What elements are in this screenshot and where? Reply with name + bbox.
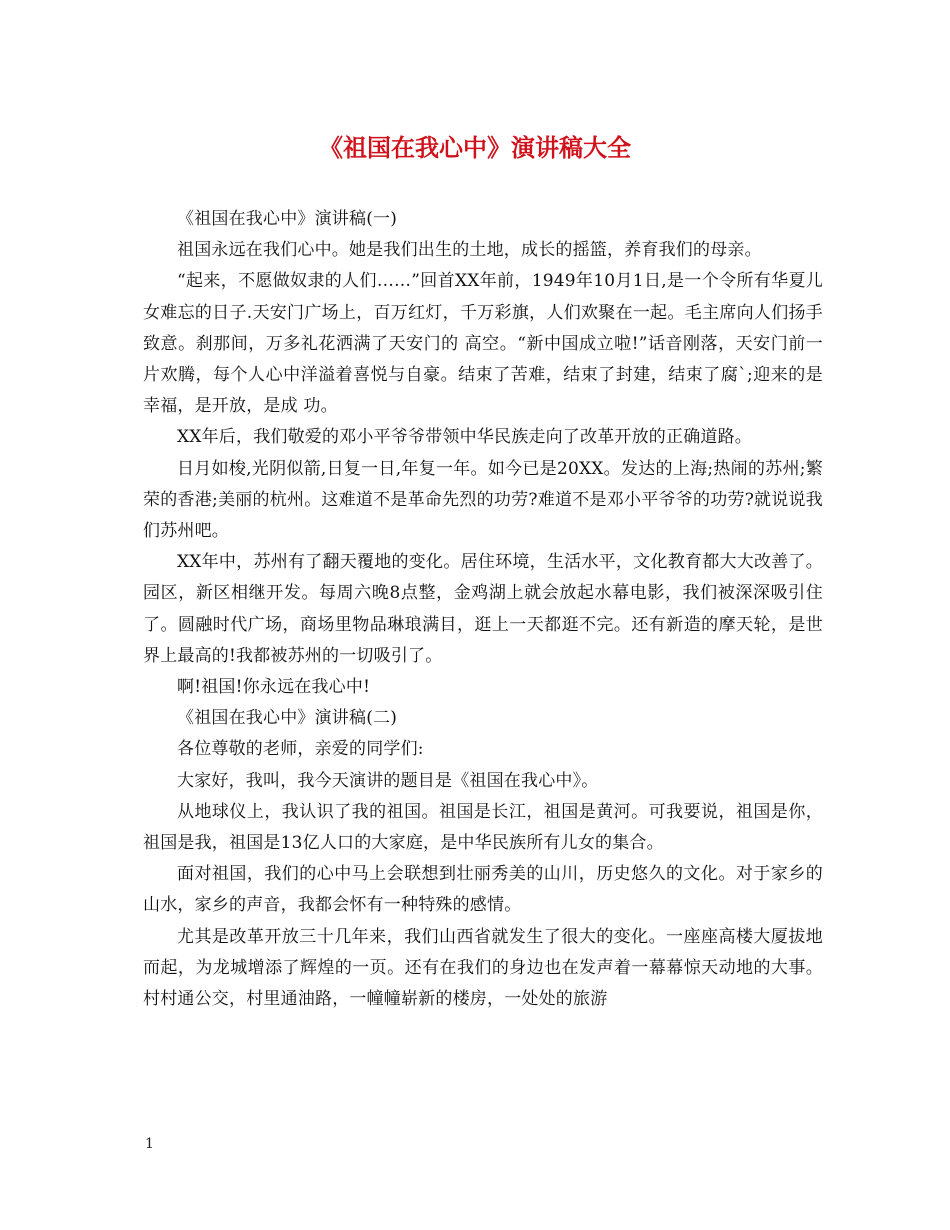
paragraph: 大家好，我叫，我今天演讲的题目是《祖国在我心中》。 — [177, 770, 599, 791]
paragraph: 尤其是改革开放三十几年来，我们山西省就发生了很大的变化。一座座高楼大厦拔地而起，为龙城增添了辉煌的一页。还有在我们的身边也在发声着一幕幕惊天动地的大事。村村通公交，村里通油路，一幢幢崭新的楼房，一处处的旅游 — [143, 926, 823, 1010]
paragraph: 祖国永远在我们心中。她是我们出生的土地，成长的摇篮，养育我们的母亲。 — [177, 240, 762, 261]
document-body — [143, 204, 823, 1015]
page-number: 1 — [145, 1136, 154, 1152]
paragraph: 《祖国在我心中》演讲稿(二) — [177, 708, 398, 729]
paragraph: 日月如梭,光阴似箭,日复一日,年复一年。如今已是20XX。发达的上海;热闹的苏州;繁荣的香港;美丽的杭州。这难道不是革命先烈的功劳?难道不是邓小平爷爷的功劳?就说说我们苏州吧。 — [143, 458, 823, 542]
paragraph: 从地球仪上，我认识了我的祖国。祖国是长江，祖国是黄河。可我要说，祖国是你，祖国是我，祖国是13亿人口的大家庭，是中华民族所有儿女的集合。 — [143, 801, 823, 854]
paragraph: 啊!祖国!你永远在我心中! — [177, 677, 371, 698]
paragraph: XX年后，我们敬爱的邓小平爷爷带领中华民族走向了改革开放的正确道路。 — [177, 427, 753, 448]
paragraph: “起来，不愿做奴隶的人们……”回首XX年前，1949年10月1日,是一个令所有华夏儿女难忘的日子.天安门广场上，百万红灯，千万彩旗，人们欢聚在一起。毛主席向人们扬手致意。刹那间，万多礼花洒满了天安门的 高空。“新中国成立啦!”话音刚落，天安门前一片欢腾，每个人心中洋溢着喜悦与自豪。结束了苦难，结束了封建，结束了腐`;迎来的是幸福，是开放，是成 功。 — [143, 271, 823, 417]
paragraph: 面对祖国，我们的心中马上会联想到壮丽秀美的山川，历史悠久的文化。对于家乡的山水，家乡的声音，我都会怀有一种特殊的感情。 — [143, 864, 823, 916]
document-title: 《祖国在我心中》演讲稿大全 — [319, 133, 631, 162]
paragraph: 各位尊敬的老师，亲爱的同学们: — [177, 739, 424, 760]
paragraph: 《祖国在我心中》演讲稿(一) — [177, 209, 398, 229]
paragraph: XX年中，苏州有了翻天覆地的变化。居住环境，生活水平，文化教育都大大改善了。园区，新区相继开发。每周六晚8点整，金鸡湖上就会放起水幕电影，我们被深深吸引住了。圆融时代广场，商场里物品琳琅满目，逛上一天都逛不完。还有新造的摩天轮，是世界上最高的!我都被苏州的一切吸引了。 — [143, 552, 823, 666]
